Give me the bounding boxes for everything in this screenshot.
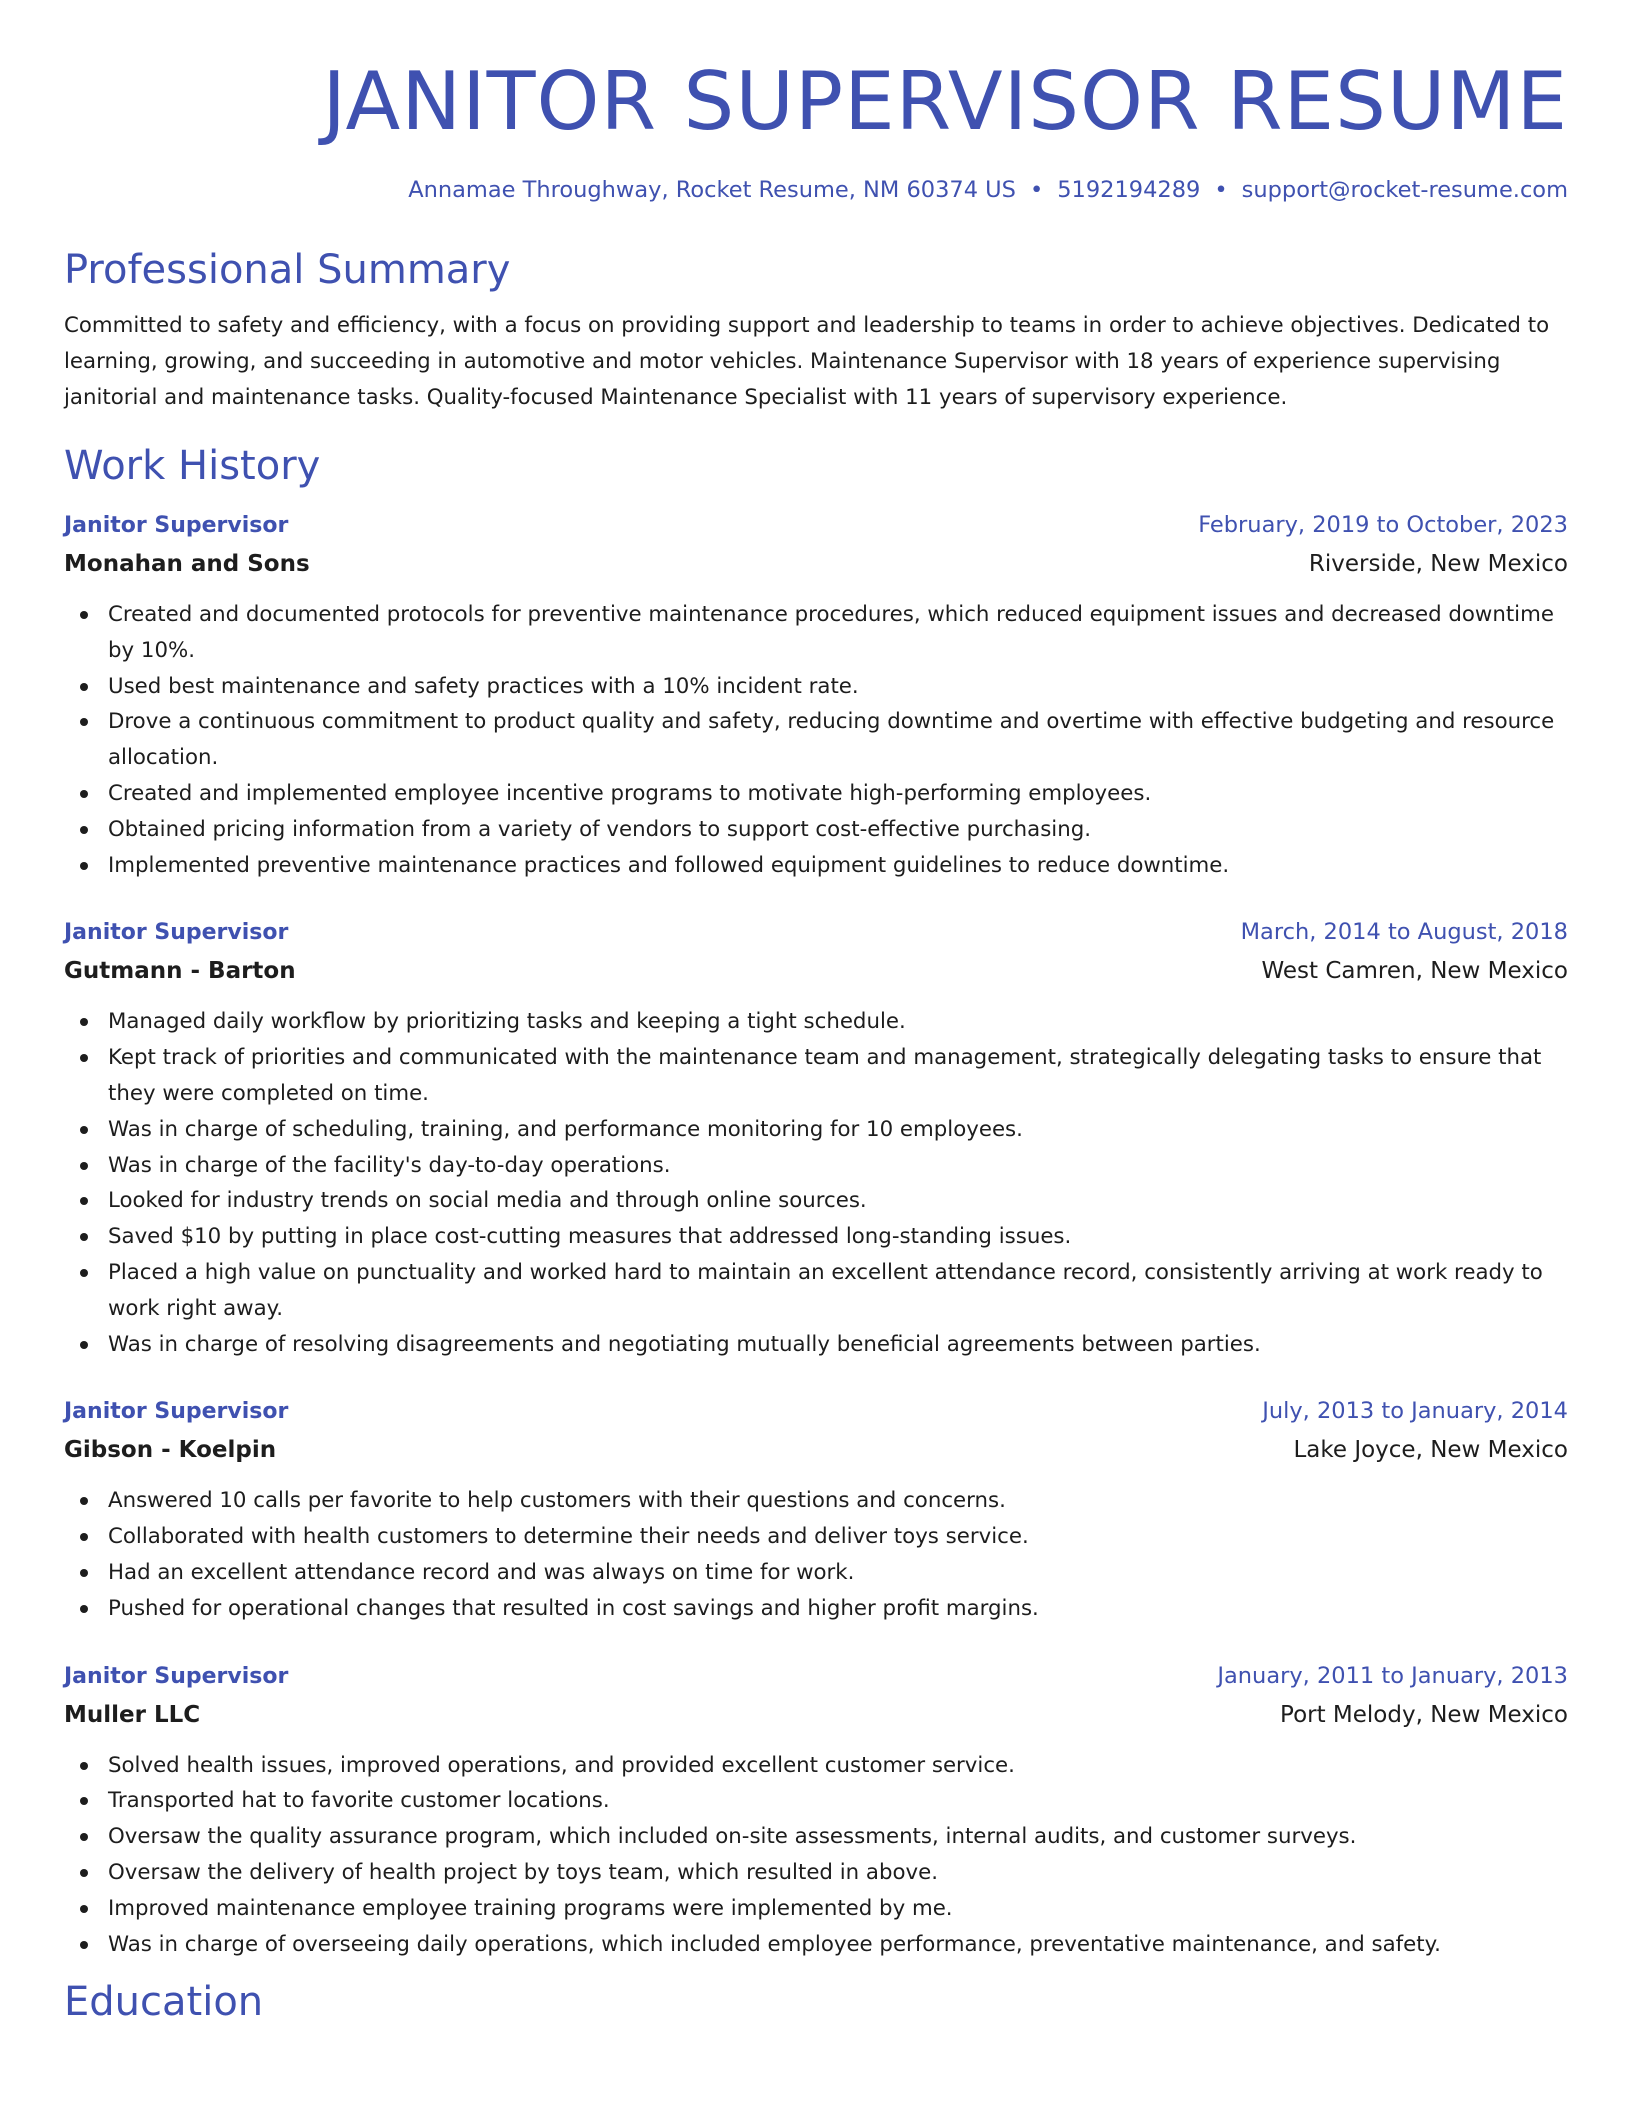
job-bullet: Oversaw the delivery of health project by toys team, which resulted in above. <box>64 1855 1568 1891</box>
job-bullet-list <box>64 1748 1568 1963</box>
job-title: Janitor Supervisor <box>64 1663 289 1689</box>
job-header-row <box>64 1657 1568 1696</box>
job-dates: February, 2019 to October, 2023 <box>1198 512 1568 538</box>
job-company: Gutmann - Barton <box>64 958 296 985</box>
job-bullet-list <box>64 1004 1568 1362</box>
job-employer-row <box>64 545 1568 583</box>
job-title: Janitor Supervisor <box>64 513 289 538</box>
job-title: Janitor Supervisor <box>64 920 289 946</box>
contact-separator: • <box>1214 177 1228 203</box>
job-bullet: Created and documented protocols for preventive maintenance procedures, which reduced equipment issues and decreased downtime by 10%. <box>64 597 1568 669</box>
job-bullet: Looked for industry trends on social media and through online sources. <box>64 1183 1568 1219</box>
contact-address: Annamae Throughway, Rocket Resume, NM 60374 US <box>408 177 1016 203</box>
job-bullet: Pushed for operational changes that resulted in cost savings and higher profit margins. <box>64 1591 1568 1627</box>
job-company: Gibson - Koelpin <box>64 1437 277 1464</box>
job-bullet: Oversaw the quality assurance program, which included on-site assessments, internal audits, and customer surveys. <box>64 1819 1568 1855</box>
contact-email: support@rocket-resume.com <box>1241 177 1568 203</box>
job-bullet: Answered 10 calls per favorite to help customers with their questions and concerns. <box>64 1483 1568 1519</box>
job-bullet: Improved maintenance employee training programs were implemented by me. <box>64 1891 1568 1927</box>
job-bullet: Saved $10 by putting in place cost-cutting measures that addressed long-standing issues. <box>64 1219 1568 1255</box>
contact-line <box>64 174 1568 206</box>
job-bullet: Was in charge of resolving disagreements and negotiating mutually beneficial agreements between parties. <box>64 1327 1568 1363</box>
job-bullet: Kept track of priorities and communicated with the maintenance team and management, strategically delegating tasks to ensure that they were completed on time. <box>64 1040 1568 1112</box>
job-location: Lake Joyce, New Mexico <box>1293 1437 1568 1464</box>
job-location: Port Melody, New Mexico <box>1280 1701 1568 1728</box>
job-bullet: Was in charge of the facility's day-to-day operations. <box>64 1148 1568 1184</box>
job-entry <box>64 913 1568 1362</box>
job-bullet-list <box>64 1483 1568 1626</box>
job-bullet: Transported hat to favorite customer locations. <box>64 1783 1568 1819</box>
summary-paragraph: Committed to safety and efficiency, with a focus on providing support and leadership to teams in order to achieve objectives. Dedicated to learning, growing, and succeeding in automotive and motor vehicles. Maintenance Supervisor with 18 years of experience supervising janitorial and maintenance tasks. Quality-focused Maintenance Specialist with 11 years of supervisory experience. <box>64 313 1550 410</box>
job-entry <box>64 1392 1568 1626</box>
job-header-row <box>64 913 1568 952</box>
job-bullet: Was in charge of overseeing daily operations, which included employee performance, preventative maintenance, and safety. <box>64 1927 1568 1963</box>
job-bullet: Obtained pricing information from a variety of vendors to support cost-effective purchasing. <box>64 812 1568 848</box>
job-bullet: Was in charge of scheduling, training, and performance monitoring for 10 employees. <box>64 1112 1568 1148</box>
section-heading-work-history: Work History <box>64 443 321 489</box>
job-employer-row <box>64 1431 1568 1469</box>
job-bullet-list <box>64 597 1568 883</box>
job-bullet: Collaborated with health customers to determine their needs and deliver toys service. <box>64 1519 1568 1555</box>
job-title: Janitor Supervisor <box>64 1399 289 1425</box>
job-employer-row <box>64 1696 1568 1734</box>
section-heading-education: Education <box>64 1979 264 2026</box>
job-location: Riverside, New Mexico <box>1308 551 1568 577</box>
job-company: Monahan and Sons <box>64 551 310 577</box>
job-dates: January, 2011 to January, 2013 <box>1217 1662 1568 1689</box>
work-history-list <box>64 506 1568 1962</box>
job-bullet: Used best maintenance and safety practices with a 10% incident rate. <box>64 669 1568 705</box>
job-dates: July, 2013 to January, 2014 <box>1262 1398 1568 1425</box>
job-bullet: Had an excellent attendance record and was always on time for work. <box>64 1555 1568 1591</box>
section-heading-summary: Professional Summary <box>64 247 511 293</box>
job-header-row <box>64 1392 1568 1431</box>
job-entry <box>64 506 1568 883</box>
job-bullet: Placed a high value on punctuality and worked hard to maintain an excellent attendance record, consistently arriving at work ready to work right away. <box>64 1255 1568 1327</box>
job-dates: March, 2014 to August, 2018 <box>1240 919 1568 946</box>
contact-separator: • <box>1029 177 1044 203</box>
job-bullet: Created and implemented employee incentive programs to motivate high-performing employees. <box>64 776 1568 812</box>
job-header-row <box>64 506 1568 545</box>
job-bullet: Managed daily workflow by prioritizing tasks and keeping a tight schedule. <box>64 1004 1568 1040</box>
job-bullet: Solved health issues, improved operations, and provided excellent customer service. <box>64 1748 1568 1784</box>
job-employer-row <box>64 952 1568 990</box>
job-company: Muller LLC <box>64 1701 201 1728</box>
job-location: West Camren, New Mexico <box>1261 958 1568 985</box>
resume-title: JANITOR SUPERVISOR RESUME <box>322 55 1568 148</box>
job-entry <box>64 1657 1568 1963</box>
job-bullet: Implemented preventive maintenance practices and followed equipment guidelines to reduce downtime. <box>64 848 1568 884</box>
contact-phone: 5192194289 <box>1057 177 1201 203</box>
job-bullet: Drove a continuous commitment to product quality and safety, reducing downtime and overtime with effective budgeting and resource allocation. <box>64 704 1568 776</box>
